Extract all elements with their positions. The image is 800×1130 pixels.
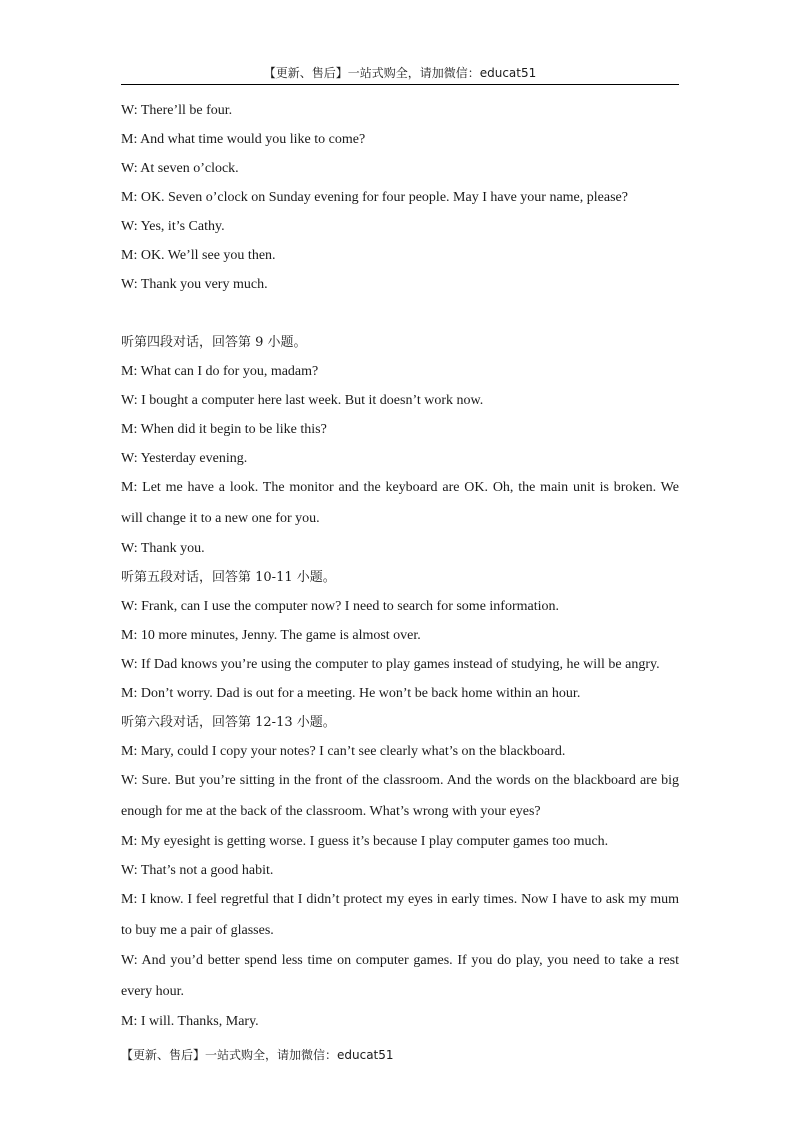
dialogue-line: M: I know. I feel regretful that I didn’t protect my eyes in early times. Now I have to ask my mum to buy me a pair of glasses.: [121, 892, 679, 938]
dialogue-line: W: Yes, it’s Cathy.: [121, 219, 225, 234]
section-heading: 听第六段对话，回答第 12-13 小题。: [121, 715, 336, 730]
dialogue-line: W: At seven o’clock.: [121, 161, 239, 176]
page-footer: 【更新、售后】一站式购全，请加微信：educat51: [121, 1048, 394, 1062]
dialogue-line: W: There’ll be four.: [121, 103, 233, 118]
page-header: 【更新、售后】一站式购全，请加微信：educat51: [121, 64, 679, 85]
dialogue-line: M: Mary, could I copy your notes? I can’t see clearly what’s on the blackboard.: [121, 744, 566, 759]
spacer: [121, 299, 679, 328]
dialogue-line: M: When did it begin to be like this?: [121, 422, 327, 437]
dialogue-line: W: Thank you.: [121, 541, 205, 556]
dialogue-line: W: Yesterday evening.: [121, 451, 248, 466]
dialogue-line: M: 10 more minutes, Jenny. The game is almost over.: [121, 628, 421, 643]
dialogue-line: W: Frank, can I use the computer now? I need to search for some information.: [121, 599, 559, 614]
dialogue-line: W: That’s not a good habit.: [121, 863, 274, 878]
dialogue-line: M: OK. We’ll see you then.: [121, 248, 276, 263]
dialogue-line: W: I bought a computer here last week. But it doesn’t work now.: [121, 393, 484, 408]
dialogue-line: W: If Dad knows you’re using the computer to play games instead of studying, he will be angry.: [121, 657, 660, 672]
transcript: [121, 96, 679, 1036]
dialogue-line: W: Thank you very much.: [121, 277, 268, 292]
dialogue-line: M: And what time would you like to come?: [121, 132, 366, 147]
dialogue-line: W: Sure. But you’re sitting in the front of the classroom. And the words on the blackboard are big enough for me at the back of the classroom. What’s wrong with your eyes?: [121, 773, 679, 819]
section-heading: 听第五段对话，回答第 10-11 小题。: [121, 570, 336, 585]
dialogue-line: M: I will. Thanks, Mary.: [121, 1014, 259, 1029]
dialogue-line: W: And you’d better spend less time on computer games. If you do play, you need to take a rest every hour.: [121, 953, 679, 999]
dialogue-line: M: My eyesight is getting worse. I guess it’s because I play computer games too much.: [121, 834, 609, 849]
dialogue-line: M: OK. Seven o’clock on Sunday evening for four people. May I have your name, please?: [121, 190, 628, 205]
section-heading: 听第四段对话，回答第 9 小题。: [121, 335, 307, 350]
dialogue-line: M: Don’t worry. Dad is out for a meeting. He won’t be back home within an hour.: [121, 686, 581, 701]
dialogue-line: M: What can I do for you, madam?: [121, 364, 319, 379]
dialogue-line: M: Let me have a look. The monitor and the keyboard are OK. Oh, the main unit is broken. We will change it to a new one for you.: [121, 480, 679, 526]
